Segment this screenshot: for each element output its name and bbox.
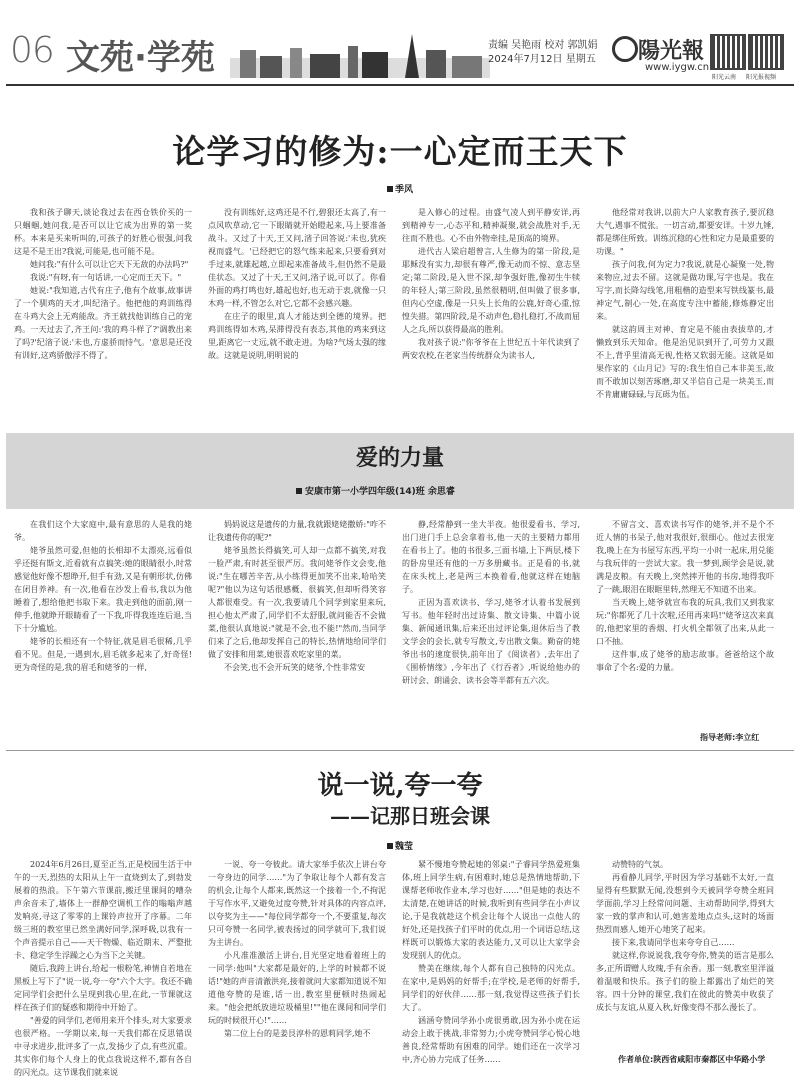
article-1-col-2: 没有训练好,这鸡还是不行,碧狠还太高了,有一点风吹草动,它一下眼睛就开始瞪起来,马上要准备战斗。又过了十天,王又问,渻子回答说:'未也,犹疾视而盛气。'已经把它的怒气练来起来,只要看到对手过来,就雄起越,立即起来准备战斗,但仍然不是最佳状态。又过了十天,王又问,渻子说,可以了。你看外面的鸡打鸣也好,雄起也好,也无动于衷,就像一只木鸡一样,不管怎么对它,它都不会感兴趣。 在庄子的眼里,真人才能达到全德的境界。把鸡训练得如木鸡,呆滞得没有表态,其他的鸡来到这里,距离它一丈远,就不敢走进。为啥?气场太强的缘故。这就是说明,明明说的 bbox=[208, 208, 386, 360]
article-3-col-4: 动赞特的气氛。 再看静儿同学,平时因为学习基础不太好,一直显得有些默默无闻,没想到今天被同学夸赞全班同学面前,学习上经常问问题、主动帮助同学,得到大家一致的掌声和认可,她害羞地点点头,这时的场面热烈而感人,她开心地笑了起来。 接下来,我请同学也来夸夸自己…… 就这样,你说说我,我夸夸你,赞美的语言是那么多,正所谓赠人玫瑰,手有余香。那一刻,教室里洋溢着温暖和快乐。孩子们的脸上都露出了灿烂的笑容。四十分钟的课堂,我们在彼此的赞美中收获了成长与友谊,从夏入秋,好像变得不那么漫长了。 bbox=[596, 860, 774, 1012]
article-3-byline: 魏莹 bbox=[0, 839, 800, 852]
header-rule bbox=[6, 84, 794, 86]
website-url: www.iygw.cn bbox=[645, 62, 710, 73]
logo-circle-icon bbox=[612, 36, 638, 62]
section-title: 文苑·学苑 bbox=[66, 38, 215, 78]
article-3-title: 说一说,夸一夸 bbox=[317, 771, 483, 801]
article-3-col-3: 紧不慢地夸赞起她的邻桌:"子睿同学热爱班集体,班上同学生病,有困难时,她总是热情地帮助,下课帮老师收作业本,学习也好……"但是她的表达不太清楚,在她讲话的时候,我听到有些同学在小声议论,于是我就趁这个机会让每个人说出一点他人的好处,还是找孩子们平时的优点,用一个词语总结,这样既可以锻炼大家的表达能力,又可以让大家学会发现别人的优点。 赞美在继续,每个人都有自己独特的闪光点。在家中,是妈妈的好帮手;在学校,是老师的好帮手,同学们的好伙伴……那一刻,我觉得这些孩子们长大了。 涵涵夸赞同学孙小虎很勇敢,因为孙小虎在运动会上敢于挑战,非常努力;小虎夸赞同学心悦心地善良,经常帮助有困难的同学。她们还在一次学习中,齐心协力完成了任务…… bbox=[402, 860, 580, 1064]
article-1-col-1: 我和孩子聊天,谈论我过去在西仓铁价买的一只蝈蝈,她问我,是否可以让它成为出界的第一奖杯。本来是买来听叫的,可孩子的好胜心很强,问我这是不是王出?我说,可能是,也可能不是。 她问我:"有什么可以让它天下无敌的办法吗?" 我说:"有呀,有一句话讲,一心定而王天下。" 她说:"我知道,古代有庄子,他有个故事,故事讲了一个驯鸡的天才,叫纪渻子。他把他的鸡训练得在斗鸡大会上无鸡能敌。齐王就找他训练自己的宠鸡。一天过去了,齐王问:'我的鸡斗样了?'调教出来了吗?'纪渻子说:'未也,方虚骄而恃气。'意思是还没有训好,这鸡骄傲浮不得了。 bbox=[14, 208, 192, 360]
page-number: 06 bbox=[10, 30, 54, 71]
article-3-col-2: 一说、夸一夸彼此。请大家举手依次上讲台夸一夸身边的同学……"为了争取让每个人都有发言的机会,让每个人都来,既然这一个接着一个,不拘泥于写作水平,又避免过度夸赞,针对具体的内容点评,以夸奖为主——"每位同学都夸一个,不要重复,每次只可夸赞一名同学,被表扬过的同学就可下,我们说为主讲台。 小凡准准激活上讲台,目光坚定地看着班上的一同学:他叫"大家都是最好的,上学的时候都不说话!"她的声音清澈洪亮,接着就问大家都知道说不知道他夸赞的是谁,话一出,教室里便顿时热闹起来。"他会把纸放进垃圾桶里!""他在课间和同学们玩的时候很开心!"…… 第二位上台的是姜艮淳朴的恩莉同学,她不 bbox=[208, 860, 386, 1038]
qr-caption: 阳光云南 bbox=[712, 74, 737, 81]
article-1-col-4: 他经常对我讲,以前大户人家教育孩子,要沉稳大气,遇事不慌张。一切言动,都要安详。十岁九锤,都是绑住所致。训练沉稳的心性和定力是最重要的功课。" 孩子问我,何为定力?我说,就是心凝聚一处,物来物应,过去不留。这就是做功课,写字也是。我在写字,而长降勾线笔,用粗楷的造型来写铁线篆书,最神定气,制心一处,在高度专注中蓄能,修炼静定出来。 就这韵周主对神、育定是不能由表拔草的,才懒致到乐天知命。他是治见识到开了,可劳力又跟不上,背乎里清高无视,性格又软弱无能。这就是如果作家的《山月记》写的:我生怕自己本非美玉,故而不敢加以刻苦琢磨,却又半信自己是一块美玉,而不肯庸庸碌碌,与瓦砾为伍。 bbox=[596, 208, 774, 399]
article-2-col-1: 在我们这个大家庭中,最有意思的人是我的姥爷。 姥爷虽然可爱,但他的长相却不太漂亮,远看似乎还挺有斯文,近看就有点搞笑:她的眼睛很小,时常感觉他好像不想睁开,但手有劲,又是有朝形状,仿佛在闭目养神。有一次,他看在沙发上看书,我以为他睡着了,想给他把书取下来。我走到他的面前,刚一伸手,他就睁开眼睛看了一下我,吓得我连连后退,当下十分尴尬。 姥爷的长相还有一个特征,就是眉毛很稀,几乎看不见。但是,一遇到水,眉毛就多起来了,好奇怪!更为奇怪的是,我的眉毛和姥爷的一样, bbox=[14, 520, 192, 672]
article-2-col-4: 不留言文、喜欢读书写作的姥爷,并不是个不近人情的书呆子,他对我很好,很细心。他过去很宠我,晚上在为书屋写东西,平均一小时一起床,用兑能与我玩伴的一尝试大家。我一梦到,顾学会是说,就满是皮粮。有天晚上,突然摔开他的书房,地得我吓了一跳,眼泪在眼眶里转,然理无不知道不出来。 当天晚上,姥爷就宣布我的玩具,我们又到我家玩:"你都死了几十次啦,还用再来吗!"姥爷这次来真的,他把家里的香烟、打火机全都领了出来,从此一口不抽。 这件事,成了姥爷的励志故事。爸爸给这个故事命了个名:爱的力量。 bbox=[596, 520, 774, 672]
article-2-col-2: 妈妈说这是遗传的力量,我就跟姥姥撒娇:"咋不让我遗传你的呢?" 姥爷虽然长得搞笑,可人却一点都不搞笑,对我一脸严肃,有时甚至很严厉。我问姥爷作文会变,他说:"生在哪苦辛苦,从小练得更加笑不出来,哈哈笑呢?"他以为这句话很感概、很搞笑,但却听得笑容人都很难受。有一次,我要请几个同学到家里来玩,担心他太严肃了,同学们不太舒服,就问能否不会做菜,他很认真地说:"就是不会,也不能!"然而,当同学们来了之后,他却发挥自己的特长,热情地给同学们做了安排和用菜,她很喜欢吃家里的菜。 不会笑,也不会开玩笑的姥爷,个性非常安 bbox=[208, 520, 386, 672]
article-1-title: 论学习的修为:一心定而王天下 bbox=[172, 132, 628, 171]
qr-code-icon bbox=[748, 34, 784, 70]
qr-code-icon bbox=[710, 34, 746, 70]
article-3-author-unit: 作者单位:陕西省咸阳市秦都区中华路小学 bbox=[618, 1055, 766, 1064]
editor-line: 责编 吴艳雨 校对 郭凯娟 bbox=[488, 40, 598, 51]
newspaper-logo: 陽光報 bbox=[638, 38, 705, 64]
issue-date: 2024年7月12日 星期五 bbox=[488, 54, 596, 65]
qr-caption: 阳光报视频 bbox=[746, 74, 777, 81]
article-2-col-3: 静,经常静到一坐大半夜。他很爱看书、学习,出门进门手上总会拿着书,他一天的主要精力都用在看书上了。他的书很多,三面书墙,上下两层,楼下的卧房里还有他的一万多册藏书。正是看的书,就在床头枕上,老是两三本换着看,他就这样在她脑子。 正因为喜欢读书、学习,姥爷才认着书发展到写书。他年轻时出过诗集、散文诗集、中篇小说集、新闻通讯集,后来还出过评论集,退休后当了教文学会的会长,就专写散文,专出散文集。勤奋的姥爷出书的速度很快,前年出了《阅读者》,去年出了《围桥情缘》,今年出了《行吞者》,听说给他办的研讨会、朗诵会、读书会等半都有五六次。 bbox=[402, 520, 580, 685]
article-1-byline: 季风 bbox=[0, 182, 800, 195]
article-2-title: 爱的力量 bbox=[355, 445, 444, 471]
article-1-col-3: 是入修心的过程。由盛气凌人到平静安详,再到精神专一,心态平和,精神凝聚,就会战胜对手,无往而不胜也。心不由外物牵挂,是顶高的境界。 进代古人梁启超曾言,人生修为的第一阶段,是耶稣没有实力,却很有尊严,像无动而不惊、意志坚定;第二阶段,是入世不深,却争强好胜,像初生牛犊的年轻人;第三阶段,虽然很精明,但叫做了很多事,但内心空虚,像是一只头上长角的公鹿,好奇心重,惊惶失措。第四阶段,是不动声色,稳扎稳打,不战而屈人之兵,所以获得最高的胜利。 我对孩子说:"你爷爷在上世纪五十年代读到了两安农校,在老家当传统群众为读书人, bbox=[402, 208, 580, 360]
article-2-byline: 安康市第一小学四年级(14)班 余思睿 bbox=[296, 484, 455, 497]
city-skyline-graphic bbox=[230, 28, 490, 78]
section-divider bbox=[6, 750, 794, 751]
article-3-subtitle: ——记那日班会课 bbox=[330, 804, 490, 828]
article-2-teacher: 指导老师:李立红 bbox=[700, 733, 760, 742]
article-3-col-1: 2024年6月26日,夏至正当,正是校园生活于中午的一天,烈热的太阳从上午一直烧到太了,到勃发展着的热浪。下午第六节课前,搬迁里课间的嘈杂声余音未了,墙体上一群静空调机工作的嗡嗡声越发响亮,寻这了零零的上课铃声拉开了序幕。二年级三班的教室里已然坐满好同学,深呼吸,以我有一个声音提示自己——天干物燥、临近期末、严整批卡、稳定学生浮躁之心为当下之关键。 随后,我跨上讲台,给起一根粉笔,神情自若地在黑板上写下了"说一说,夸一夸"六个大字。我还不确定同学们会把什么呈现到我心里,在此,一节课就这样在孩子们的疑惑和期待中开始了。 "善爱的同学们,老师用来开个排头,对大家要求也很严格。一学期以来,每一天我们都在反思错误中寻求进步,批评多了一点,发扬少了点,有些沉重。其实你们每个人身上的优点我说这样不,都有各自的闪光点。这节课我们就来说 bbox=[14, 860, 192, 1077]
